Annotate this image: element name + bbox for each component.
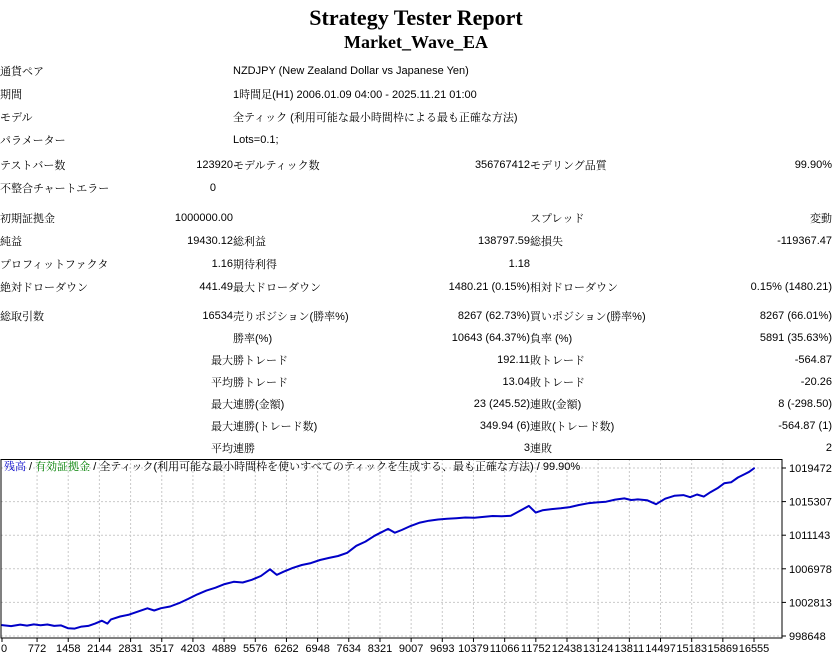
stat-value: 平均	[211, 377, 233, 389]
stat-label: 勝トレード	[233, 355, 288, 367]
x-tick-label: 15183	[676, 643, 707, 655]
stat-value: 5891 (35.63%)	[759, 332, 832, 344]
stat-value: 192.11	[497, 354, 530, 366]
x-tick-label: 11752	[520, 643, 551, 655]
stat-label: 売りポジション(勝率%)	[233, 311, 349, 323]
stat-label: モデルティック数	[233, 159, 320, 172]
chart-legend: 残高 / 有効証拠金 / 全ティック(利用可能な最小時間枠を使いすべてのティックを生成する、最も正確な方法) / 99.90%	[4, 461, 581, 473]
stat-label: 通貨ペア	[0, 65, 44, 78]
x-tick-label: 1458	[55, 643, 81, 655]
stat-row	[0, 275, 832, 298]
x-tick-label: 12438	[551, 643, 583, 655]
stat-label: 敗トレード	[530, 355, 585, 367]
stat-label: 勝トレード	[233, 377, 288, 389]
stat-value: NZDJPY (New Zealand Dollar vs Japanese Yen)	[233, 64, 469, 77]
stat-label: 相対ドローダウン	[530, 281, 618, 294]
stat-label	[0, 371, 150, 393]
stat-value: 0	[209, 181, 216, 194]
x-tick-label: 9007	[398, 643, 424, 655]
stat-row	[0, 305, 832, 327]
stat-label	[530, 252, 680, 275]
stat-value	[680, 252, 832, 275]
stat-label: 連敗	[530, 443, 552, 455]
stat-value	[150, 327, 233, 349]
stat-value: 138797.59	[478, 234, 530, 247]
stat-label: 総損失	[530, 235, 563, 248]
balance-chart-svg	[0, 459, 832, 662]
stat-row	[0, 229, 832, 252]
info-row	[0, 82, 832, 105]
stat-label: 連敗(金額)	[530, 399, 582, 411]
stat-value: 10643 (64.37%)	[451, 332, 530, 344]
stat-label	[233, 206, 403, 229]
info-row	[0, 59, 832, 82]
stat-label: 期待利得	[233, 258, 277, 271]
stat-row	[0, 327, 832, 349]
x-tick-label: 10379	[458, 643, 489, 655]
stat-label: 連勝(金額)	[233, 399, 285, 411]
x-tick-label: 11066	[489, 643, 520, 655]
stat-value: 19430.12	[187, 234, 233, 247]
page-title: Strategy Tester Report	[309, 5, 523, 30]
stat-label: 絶対ドローダウン	[0, 281, 88, 294]
stat-value: 8 (-298.50)	[778, 398, 832, 410]
info-row	[0, 105, 832, 128]
stat-label: パラメーター	[0, 134, 66, 147]
stat-label: スプレッド	[530, 212, 585, 225]
stat-label: テストバー数	[0, 159, 66, 172]
stat-value: 8267 (66.01%)	[759, 310, 832, 322]
stat-row	[0, 176, 832, 199]
stat-value: 最大	[211, 421, 233, 433]
stat-value: 1.16	[211, 257, 233, 270]
x-tick-label: 2831	[118, 643, 143, 655]
stat-label	[0, 415, 150, 437]
x-tick-label: 13124	[582, 643, 614, 655]
stat-value: 1.18	[508, 257, 530, 270]
stat-value	[680, 176, 832, 199]
stat-value: 23 (245.52)	[473, 398, 530, 410]
stat-label: 連勝(トレード数)	[233, 421, 318, 433]
stat-value: 1480.21 (0.15%)	[448, 280, 530, 293]
x-tick-label: 3517	[149, 643, 174, 655]
x-tick-label: 6948	[305, 643, 330, 655]
stat-value: 441.49	[199, 280, 233, 293]
y-tick-label: 1019472	[789, 463, 832, 475]
stat-value: 0.15% (1480.21)	[750, 280, 832, 293]
x-tick-label: 0	[1, 643, 8, 655]
row-spacer	[0, 199, 832, 206]
stat-value: 8267 (62.73%)	[457, 310, 530, 322]
stat-row	[0, 393, 832, 415]
y-tick-label: 1006978	[789, 563, 832, 576]
stat-label	[233, 176, 403, 199]
stat-label	[0, 327, 150, 349]
stat-label: 純益	[0, 235, 22, 248]
stat-value: 349.94 (6)	[479, 420, 530, 432]
stat-label: 敗トレード	[530, 377, 585, 389]
stat-label: 最大ドローダウン	[233, 281, 321, 294]
stat-value: 変動	[810, 212, 832, 225]
stat-row	[0, 349, 832, 371]
stat-label: 総利益	[233, 235, 266, 248]
stat-label	[0, 437, 150, 459]
ea-name: Market_Wave_EA	[344, 32, 488, 52]
stat-value: 99.90%	[794, 158, 832, 171]
stat-value: 356767412	[474, 158, 530, 171]
stat-value: 1000000.00	[174, 211, 233, 224]
stat-value: 平均	[211, 443, 233, 455]
x-tick-label: 772	[27, 643, 47, 655]
y-tick-label: 1002813	[789, 597, 832, 610]
stat-label: 負率 (%)	[530, 333, 573, 345]
stat-label: モデル	[0, 111, 33, 124]
stat-value: 最大	[211, 399, 233, 411]
stat-value: 1時間足(H1) 2006.01.09 04:00 - 2025.11.21 01:00	[233, 88, 477, 101]
stat-value: -20.26	[800, 376, 832, 388]
stat-label: 期間	[0, 88, 22, 101]
stat-value	[403, 176, 530, 199]
stat-row	[0, 371, 832, 393]
stat-value: Lots=0.1;	[233, 133, 279, 146]
x-tick-label: 16555	[738, 643, 770, 655]
x-tick-label: 7634	[336, 643, 362, 655]
x-tick-label: 6262	[274, 643, 299, 655]
x-tick-label: 9693	[430, 643, 455, 655]
x-tick-label: 14497	[645, 643, 676, 655]
stat-label: 総取引数	[0, 311, 44, 323]
balance-chart	[0, 459, 832, 662]
stat-value: -119367.47	[777, 234, 832, 247]
stat-label: プロフィットファクタ	[0, 258, 109, 271]
x-tick-label: 8321	[367, 643, 393, 655]
stat-value: 3	[523, 442, 530, 454]
stat-label	[0, 393, 150, 415]
stat-label: 不整合チャートエラー	[0, 182, 110, 195]
x-tick-label: 5576	[243, 643, 268, 655]
stat-value: 最大	[211, 355, 233, 367]
x-tick-label: 13811	[614, 643, 645, 655]
report-header	[0, 5, 832, 54]
stat-value: 13.04	[502, 376, 530, 388]
row-spacer	[0, 298, 832, 305]
stat-label: 連敗(トレード数)	[530, 421, 615, 433]
info-row	[0, 128, 832, 151]
stat-value: 2	[825, 442, 832, 454]
stats-table	[0, 59, 832, 459]
stat-value: 123920	[196, 158, 233, 171]
stat-value	[403, 206, 530, 229]
stat-label	[530, 176, 680, 199]
stat-label: 初期証拠金	[0, 212, 55, 225]
x-tick-label: 4889	[211, 643, 237, 655]
stat-row	[0, 206, 832, 229]
stat-label: 連勝	[233, 443, 255, 455]
stat-value: 全ティック (利用可能な最小時間枠による最も正確な方法)	[233, 111, 518, 124]
x-tick-label: 15869	[707, 643, 739, 655]
stat-row	[0, 252, 832, 275]
stat-label: 勝率(%)	[233, 333, 273, 345]
stat-label	[0, 349, 150, 371]
y-tick-label: 998648	[789, 631, 826, 643]
stat-label: 買いポジション(勝率%)	[530, 311, 646, 323]
y-tick-label: 1015307	[789, 496, 832, 509]
stat-row	[0, 153, 832, 176]
stat-row	[0, 437, 832, 459]
y-tick-label: 1011143	[789, 530, 831, 543]
x-tick-label: 4203	[180, 643, 206, 655]
stat-value: -564.87 (1)	[778, 420, 832, 432]
stat-label: モデリング品質	[530, 159, 607, 172]
stat-row	[0, 415, 832, 437]
stat-value: -564.87	[794, 354, 832, 366]
stat-value: 16534	[202, 310, 233, 322]
x-tick-label: 2144	[87, 643, 112, 655]
